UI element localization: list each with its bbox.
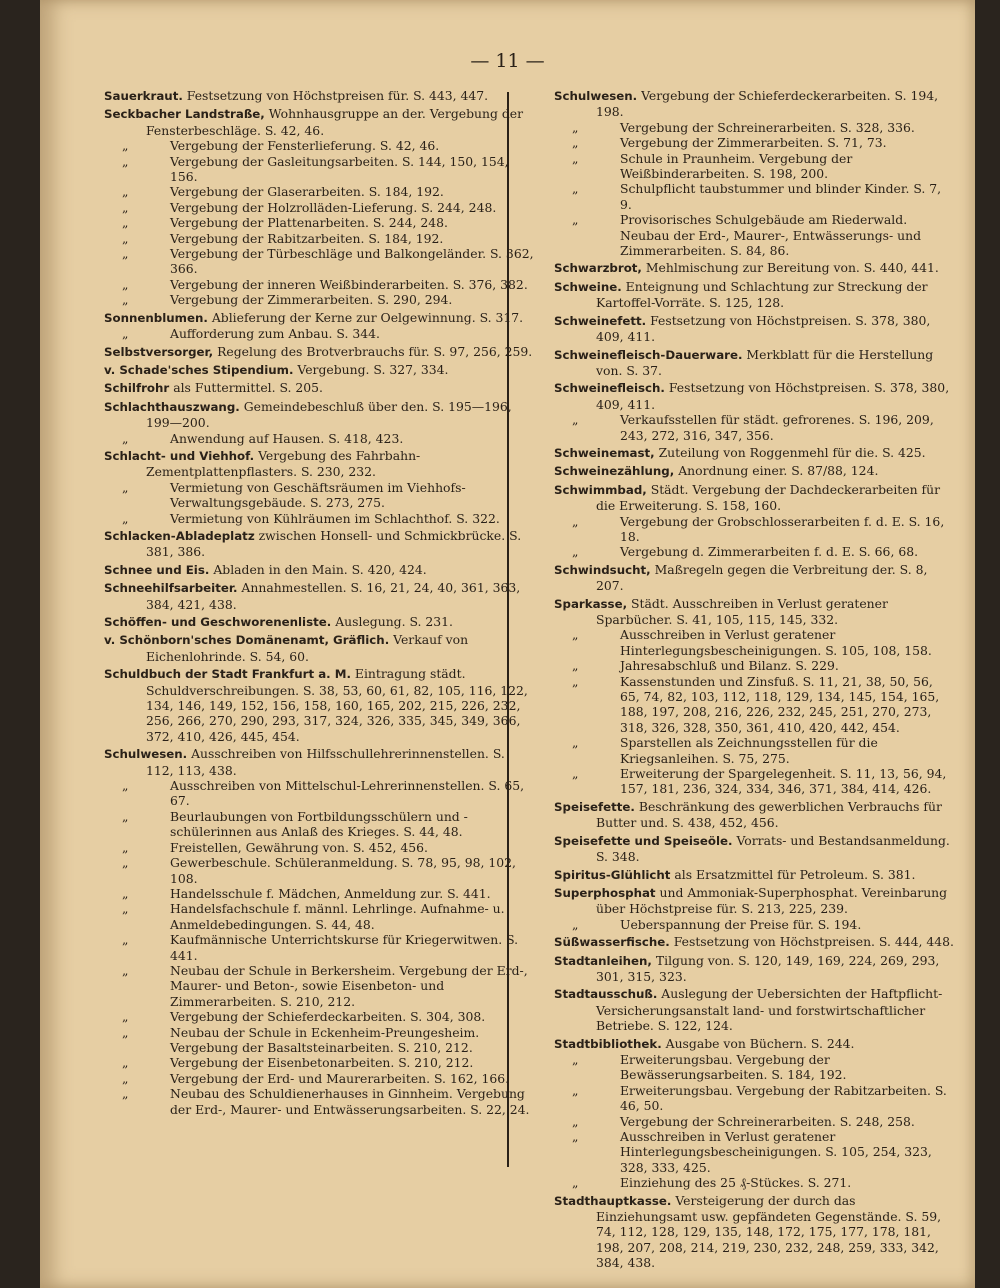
entry-subline-text: Aufforderung zum Anbau. S. 344. [170,326,380,342]
entry-headword: Speisefette. [554,799,635,814]
entry-text: Festsetzung von Höchstpreisen. S. 378, 380, 409, 411. [596,380,950,412]
entry-text: Beschränkung des gewerblichen Verbrauchs für Butter und. S. 438, 452, 456. [596,798,942,831]
entry-text: Anordnung einer. S. 87/88, 124. [678,463,879,479]
entry-text: Auslegung. S. 231. [335,614,453,629]
entry-subline [104,778,536,809]
entry-main-line [104,380,536,396]
entry-subline [104,1086,536,1117]
entry-subline [104,138,536,153]
ditto-mark: „ [572,513,579,529]
ditto-mark: „ [122,901,129,917]
index-entry [554,867,954,883]
entry-text: Verkauf von Eichenlohrinde. S. 54, 60. [146,632,469,664]
ditto-mark: „ [122,230,129,246]
ditto-mark: „ [122,1070,129,1086]
entry-main-line [554,482,954,514]
ditto-mark: „ [122,510,129,526]
entry-main-line [554,833,954,865]
entry-main-line [554,463,954,479]
ditto-mark: „ [572,544,579,560]
entry-subline-text: Ausschreiben von Mittelschul-Lehrerinnenstellen. S. 65, 67. [170,778,525,809]
entry-subline [554,1052,954,1083]
entry-main-line [104,399,536,431]
entry-text: Festsetzung von Höchstpreisen. S. 444, 448. [673,934,954,950]
entry-subline-text: Vergebung der Glaserarbeiten. S. 184, 192. [170,184,444,200]
index-entry [554,445,954,461]
entry-text: Maßregeln gegen die Verbreitung der. S. 8, 207. [596,561,928,594]
entry-subline [104,277,536,292]
ditto-mark: „ [572,1129,579,1144]
ditto-mark: „ [572,916,579,932]
entry-subline-text: Beurlaubungen von Fortbildungsschülern und -schülerinnen aus Anlaß des Krieges. S. 44, 48. [170,808,468,840]
index-entry [554,463,954,479]
entry-text: als Futtermittel. S. 205. [173,380,323,396]
index-entry [104,746,536,1117]
entry-headword: Sonnenblumen. [104,310,208,325]
entry-subline [104,932,536,963]
entry-text: Vergebung der Schieferdeckerarbeiten. S. 194, 198. [596,88,939,120]
index-entry [554,596,954,797]
entry-headword: Schwimmbad, [554,482,647,497]
entry-subline [104,901,536,932]
entry-main-line [554,347,954,379]
entry-subline [104,246,536,277]
entry-main-line [554,562,954,594]
index-entry [554,482,954,560]
entry-subline-text: Vergebung der Gasleitungsarbeiten. S. 144, 150, 154, 156. [170,153,509,185]
entry-text: Tilgung von. S. 120, 149, 169, 224, 269, 293, 301, 315, 323. [596,952,940,984]
entry-subline-text: Anwendung auf Hausen. S. 418, 423. [170,430,404,446]
entry-headword: Stadtbibliothek. [554,1036,662,1051]
entry-subline [104,855,536,886]
entry-subline [554,212,954,258]
entry-headword: Süßwasserfische. [554,935,670,950]
index-entry [104,362,536,378]
index-entry [554,347,954,379]
entry-subline-text: Vergebung der Erd- und Maurerarbeiten. S. 162, 166. [170,1070,510,1086]
entry-subline [554,917,954,932]
index-entry [104,562,536,578]
entry-main-line [104,580,536,612]
entry-subline-text: Vermietung von Kühlräumen im Schlachthof. S. 322. [170,510,500,526]
index-entry [554,380,954,443]
entry-subline [104,292,536,307]
entry-subline [554,627,954,658]
entry-main-line [104,88,536,104]
index-entry [104,614,536,630]
entry-text: Versteigerung der durch das Einziehungsamt usw. gepfändeten Gegenstände. S. 59, 74, 112, 128, 129, 135, 148, 172, 175, 177, 178, 181, 198, 207, 208, 214, 219, 230, 232, 248, 259, 333, 342, 384, 438. [596,1192,942,1271]
entry-subline [104,1071,536,1086]
index-entry [104,106,536,307]
index-entry [554,1036,954,1191]
entry-text: Regelung des Brotverbrauchs für. S. 97, 256, 259. [217,343,533,359]
entry-main-line [104,362,536,378]
entry-text: Vorrats- und Bestandsanmeldung. S. 348. [596,832,950,865]
entry-subline-text: Vergebung der Rabitzarbeiten. S. 184, 192. [170,230,444,246]
ditto-mark: „ [122,778,129,794]
ditto-mark: „ [572,1175,579,1191]
entry-text: Merkblatt für die Herstellung von. S. 37. [596,346,934,378]
entry-headword: Schwarzbrot, [554,261,642,276]
ditto-mark: „ [122,479,129,495]
entry-headword: v. Schade'sches Stipendium. [104,362,294,377]
ditto-mark: „ [122,215,129,231]
entry-subline-text: Schule in Praunheim. Vergebung der Weißbinderarbeiten. S. 198, 200. [620,150,853,182]
entry-subline-text: Vergebung der Schreinerarbeiten. S. 328, 336. [620,119,915,135]
ditto-mark: „ [122,153,129,169]
entry-subline [554,735,954,766]
entry-subline-text: Ueberspannung der Preise für. S. 194. [620,916,862,932]
index-entry [554,953,954,985]
entry-headword: Schulwesen. [554,89,638,103]
ditto-mark: „ [572,412,579,428]
entry-headword: Schlacken-Abladeplatz [104,528,255,543]
entry-subline [104,1025,536,1056]
index-entry [104,88,536,104]
entry-subline-text: Vergebung der Schieferdeckarbeiten. S. 304, 308. [170,1009,486,1025]
entry-subline-text: Vergebung der Grobschlosserarbeiten f. d. E. S. 16, 18. [620,513,945,544]
entry-subline-text: Vergebung der Plattenarbeiten. S. 244, 248. [170,215,448,231]
entry-text: Zuteilung von Roggenmehl für die. S. 425. [658,444,926,460]
ditto-mark: „ [572,1082,579,1098]
entry-subline [554,135,954,150]
entry-subline [104,511,536,526]
index-page [40,0,975,1288]
entry-headword: Sparkasse, [554,596,628,611]
ditto-mark: „ [572,673,579,689]
entry-main-line [554,885,954,917]
entry-subline [104,886,536,901]
entry-subline [104,231,536,246]
entry-headword: Schweinemast, [554,445,655,460]
index-entry [554,562,954,594]
entry-subline-text: Handelsschule f. Mädchen, Anmeldung zur. S. 441. [170,885,491,901]
entry-text: Ausgabe von Büchern. S. 244. [665,1035,855,1051]
ditto-mark: „ [572,1113,579,1129]
ditto-mark: „ [122,808,129,824]
entry-text: Vergebung des Fahrbahn-Zementplattenpflasters. S. 230, 232. [146,447,421,480]
ditto-mark: „ [122,276,129,292]
entry-subline-text: Vermietung von Geschäftsräumen im Viehhofs-Verwaltungsgebäude. S. 273, 275. [170,479,466,511]
entry-headword: Schweine. [554,279,622,294]
entry-subline [104,431,536,446]
entry-headword: Schneehilfsarbeiter. [104,581,238,596]
index-entry [554,1193,954,1271]
entry-text: Vergebung. S. 327, 334. [297,361,449,377]
entry-subline [554,181,954,212]
entry-text: Annahmestellen. S. 16, 21, 24, 40, 361, 363, 384, 421, 438. [146,580,521,612]
index-entry [554,88,954,258]
entry-headword: Schnee und Eis. [104,562,210,577]
entry-main-line [104,448,536,480]
entry-subline-text: Schulpflicht taubstummer und blinder Kinder. S. 7, 9. [620,181,942,212]
entry-text: Enteignung und Schlachtung zur Streckung der Kartoffel-Vorräte. S. 125, 128. [596,278,928,311]
entry-subline-text: Erweiterungsbau. Vergebung der Bewässerungsarbeiten. S. 184, 192. [620,1051,847,1083]
entry-text: Abladen in den Main. S. 420, 424. [213,561,427,577]
entry-main-line [554,1036,954,1052]
entry-main-line [104,666,536,744]
entry-main-line [554,279,954,311]
entry-subline [104,184,536,199]
entry-main-line [554,596,954,628]
entry-headword: Schwindsucht, [554,562,651,577]
entry-main-line [104,106,536,138]
entry-subline-text: Neubau der Schule in Eckenheim-Preungesheim. Vergebung der Basaltsteinarbeiten. S. 210, 212. [170,1024,480,1055]
index-entry [554,833,954,865]
index-column-right [554,88,954,1273]
ditto-mark: „ [122,932,129,948]
entry-headword: Schweinefleisch-Dauerware. [554,347,743,362]
entry-headword: Schweinefleisch. [554,381,665,396]
index-entry [554,885,954,932]
entry-headword: Schöffen- und Geschworenenliste. [104,615,332,629]
index-entry [104,399,536,446]
entry-main-line [104,746,536,778]
entry-subline [104,215,536,230]
entry-subline-text: Provisorisches Schulgebäude am Riederwald. Neubau der Erd-, Maurer-, Entwässerungs- und Zimmerarbeiten. S. 84, 86. [620,212,922,259]
entry-subline-text: Kassenstunden und Zinsfuß. S. 11, 21, 38, 50, 56, 65, 74, 82, 103, 112, 118, 129, 134, 145, 154, 165, 188, 197, 208, 216, 226, 232, 245, 251, 270, 273, 318, 326, 328, 350, 361, 410, 420, 442, 454. [620,673,940,735]
entry-headword: Sauerkraut. [104,89,183,103]
index-entry [104,528,536,560]
entry-subline-text: Vergebung der Zimmerarbeiten. S. 71, 73. [620,135,887,151]
entry-headword: Schuldbuch der Stadt Frankfurt a. M. [104,667,351,682]
entry-headword: Stadtausschuß. [554,987,658,1002]
entry-main-line [554,799,954,831]
ditto-mark: „ [572,1051,579,1067]
entry-text: Ausschreiben von Hilfsschullehrerinnenstellen. S. 112, 113, 438. [146,746,505,778]
index-entry [104,380,536,396]
entry-subline-text: Ausschreiben in Verlust geratener Hinterlegungsbescheinigungen. S. 105, 108, 158. [620,627,932,658]
entry-headword: Seckbacher Landstraße, [104,107,265,122]
entry-subline-text: Vergebung d. Zimmerarbeiten f. d. E. S. 66, 68. [620,544,919,560]
ditto-mark: „ [572,150,579,166]
ditto-mark: „ [572,766,579,782]
ditto-mark: „ [572,119,579,135]
index-entry [554,934,954,950]
index-entry [104,666,536,744]
entry-subline [554,1083,954,1114]
index-entry [554,260,954,276]
ditto-mark: „ [122,962,129,978]
entry-subline [554,1175,954,1190]
entry-text: als Ersatzmittel für Petroleum. S. 381. [674,866,916,882]
entry-main-line [554,313,954,345]
ditto-mark: „ [572,658,579,674]
index-entry [554,279,954,311]
entry-text: Mehlmischung zur Bereitung von. S. 440, 441. [645,260,939,276]
entry-main-line [554,445,954,461]
entry-headword: Schlacht- und Viehhof. [104,448,255,463]
entry-text: Wohnhausgruppe an der. Vergebung der Fensterbeschläge. S. 42, 46. [146,106,524,138]
entry-text: Festsetzung von Höchstpreisen. S. 378, 380, 409, 411. [596,312,931,345]
ditto-mark: „ [122,326,129,342]
entry-subline [104,809,536,840]
ditto-mark: „ [122,246,129,262]
entry-subline-text: Erweiterungsbau. Vergebung der Rabitzarbeiten. S. 46, 50. [620,1082,947,1114]
entry-main-line [104,562,536,578]
entry-subline [104,1009,536,1024]
entry-text: Festsetzung von Höchstpreisen für. S. 443, 447. [186,88,489,103]
ditto-mark: „ [572,212,579,228]
entry-subline [104,1055,536,1070]
entry-subline [554,1114,954,1129]
entry-subline-text: Verkaufsstellen für städt. gefrorenes. S. 196, 209, 243, 272, 316, 347, 356. [620,412,934,443]
entry-main-line [554,88,954,120]
index-entry [104,344,536,360]
ditto-mark: „ [122,199,129,215]
entry-subline [554,766,954,797]
page-number: — 11 — [470,50,545,72]
entry-main-line [104,614,536,630]
ditto-mark: „ [122,855,129,871]
entry-subline [104,480,536,511]
entry-text: Städt. Ausschreiben in Verlust geratener Sparbücher. S. 41, 105, 115, 145, 332. [596,595,888,627]
entry-subline-text: Vergebung der Fensterlieferung. S. 42, 46. [170,138,440,154]
index-column-left [104,88,536,1119]
entry-subline-text: Erweiterung der Spargelegenheit. S. 11, 13, 56, 94, 157, 181, 236, 324, 334, 346, 371, 384, 414, 426. [620,766,947,797]
entry-subline-text: Sparstellen als Zeichnungsstellen für die Kriegsanleihen. S. 75, 275. [620,735,878,766]
entry-headword: Spiritus-Glühlicht [554,867,671,882]
entry-main-line [104,310,536,326]
entry-subline [554,412,954,443]
entry-text: Eintragung städt. Schuldverschreibungen. S. 38, 53, 60, 61, 82, 105, 116, 122, 134, 146, 149, 152, 156, 158, 160, 165, 202, 215, 226, 232, 256, 266, 270, 290, 293, 317, 324, 326, 335, 345, 349, 366, 372, 410, 426, 445, 454. [146,666,528,744]
entry-subline-text: Vergebung der Zimmerarbeiten. S. 290, 294. [170,292,453,308]
entry-main-line [104,528,536,560]
ditto-mark: „ [122,1086,129,1102]
entry-subline [554,544,954,559]
ditto-mark: „ [122,138,129,154]
entry-subline [104,200,536,215]
entry-subline-text: Kaufmännische Unterrichtskurse für Kriegerwitwen. S. 441. [170,932,519,963]
entry-subline [104,154,536,185]
entry-headword: v. Schönborn'sches Domänenamt, Gräflich. [104,633,390,648]
entry-subline-text: Ausschreiben in Verlust geratener Hinterlegungsbescheinigungen. S. 105, 254, 323, 328, 333, 425. [620,1129,932,1175]
ditto-mark: „ [122,839,129,855]
entry-text: und Ammoniak-Superphosphat. Vereinbarung über Höchstpreise für. S. 213, 225, 239. [596,884,948,917]
entry-main-line [554,867,954,883]
entry-subline-text: Vergebung der Eisenbetonarbeiten. S. 210, 212. [170,1055,474,1071]
entry-headword: Schlachthauszwang. [104,399,240,414]
ditto-mark: „ [122,430,129,446]
entry-subline [554,1129,954,1175]
entry-subline-text: Gewerbeschule. Schüleranmeldung. S. 78, 95, 98, 102, 108. [170,855,516,886]
entry-subline-text: Vergebung der inneren Weißbinderarbeiten. S. 376, 382. [170,276,528,292]
entry-subline-text: Neubau der Schule in Berkersheim. Vergebung der Erd-, Maurer- und Beton-, sowie Eisenbeton- und Zimmerarbeiten. S. 210, 212. [170,962,528,1009]
entry-subline-text: Freistellen, Gewährung von. S. 452, 456. [170,839,428,855]
entry-subline-text: Einziehung des 25 ₰-Stückes. S. 271. [620,1175,852,1191]
ditto-mark: „ [572,735,579,751]
entry-headword: Speisefette und Speiseöle. [554,833,733,848]
entry-main-line [554,380,954,412]
entry-headword: Stadthauptkasse. [554,1193,672,1208]
entry-headword: Schilfrohr [104,381,170,396]
entry-subline-text: Vergebung der Türbeschläge und Balkongeländer. S. 362, 366. [170,246,534,277]
entry-text: zwischen Honsell- und Schmickbrücke. S. 381, 386. [146,527,522,560]
entry-subline-text: Vergebung der Schreinerarbeiten. S. 248, 258. [620,1113,915,1129]
ditto-mark: „ [572,135,579,151]
entry-subline [104,840,536,855]
entry-headword: Selbstversorger, [104,344,214,359]
entry-headword: Schweinefett. [554,313,647,328]
entry-headword: Schulwesen. [104,747,188,762]
entry-main-line [104,632,536,664]
entry-text: Gemeindebeschluß über den. S. 195—196, 199—200. [146,398,512,431]
entry-subline-text: Jahresabschluß und Bilanz. S. 229. [620,658,839,674]
entry-text: Auslegung der Uebersichten der Haftpflicht-Versicherungsanstalt land- und forstwirtschaftlicher Betriebe. S. 122, 124. [596,986,943,1034]
entry-subline [104,963,536,1009]
entry-main-line [554,953,954,985]
ditto-mark: „ [122,292,129,308]
ditto-mark: „ [572,627,579,643]
ditto-mark: „ [122,885,129,901]
entry-subline [554,658,954,673]
index-entry [554,799,954,831]
index-entry [554,313,954,345]
entry-subline [104,326,536,341]
entry-text: Städt. Vergebung der Dachdeckerarbeiten für die Erweiterung. S. 158, 160. [596,481,941,514]
entry-main-line [554,260,954,276]
ditto-mark: „ [122,1024,129,1040]
entry-main-line [104,344,536,360]
entry-main-line [554,1193,954,1271]
index-entry [104,632,536,664]
entry-subline-text: Neubau des Schuldienerhauses in Ginnheim. Vergebung der Erd-, Maurer- und Entwässerungsarbeiten. S. 22, 24. [170,1086,530,1117]
entry-main-line [554,986,954,1033]
ditto-mark: „ [122,184,129,200]
entry-subline-text: Vergebung der Holzrolläden-Lieferung. S. 244, 248. [170,199,497,215]
entry-subline [554,120,954,135]
index-entry [104,580,536,612]
entry-headword: Superphosphat [554,885,656,900]
index-entry [104,310,536,342]
entry-text: Ablieferung der Kerne zur Oelgewinnung. S. 317. [211,309,524,325]
ditto-mark: „ [572,181,579,197]
ditto-mark: „ [122,1055,129,1071]
entry-headword: Schweinezählung, [554,464,675,479]
index-entry [554,986,954,1033]
entry-headword: Stadtanleihen, [554,953,652,968]
entry-main-line [554,934,954,950]
ditto-mark: „ [122,1009,129,1025]
entry-subline [554,151,954,182]
entry-subline-text: Handelsfachschule f. männl. Lehrlinge. Aufnahme- u. Anmeldebedingungen. S. 44, 48. [170,901,505,932]
entry-subline [554,514,954,545]
index-entry [104,448,536,526]
entry-subline [554,674,954,736]
